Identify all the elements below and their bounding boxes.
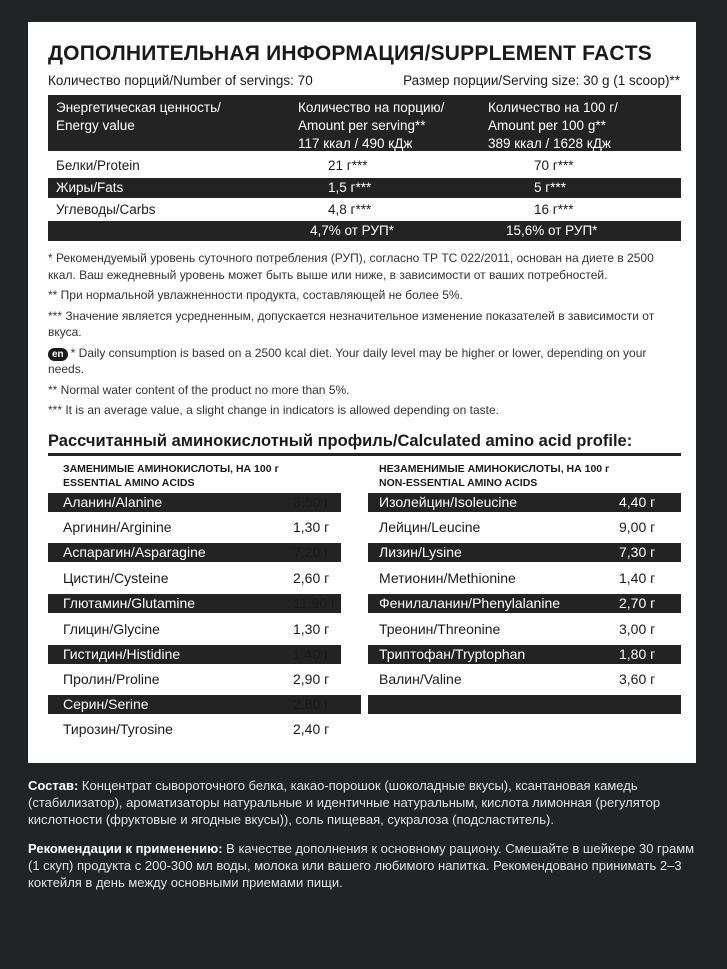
supplement-facts-panel — [28, 22, 696, 763]
amino-table-header — [48, 453, 681, 494]
recommendations-label: Рекомендации к применению: — [28, 841, 223, 856]
nutrition-row-rup: 4,7% от РУП* 15,6% от РУП* — [48, 221, 681, 241]
amino-row: Аспарагин/Asparagine 7,20 г Лизин/Lysine 7,30 г — [48, 542, 681, 563]
footnote-ru-2: ** При нормальной увлажненности продукта, составляющей не более 5%. — [48, 288, 463, 302]
per-serving-heading: Количество на порцию/ Amount per serving** 117 ккал / 490 кДж — [298, 100, 445, 151]
footnote-en-1: en * Daily consumption is based on a 2500 kcal diet. Your daily level may be higher or lower, depending on your needs. — [48, 345, 647, 376]
row-highlight-bar — [368, 695, 681, 714]
amino-row: Серин/Serine 2,80 г — [48, 694, 681, 715]
composition-label: Состав: — [28, 778, 79, 793]
footnote-en-2: ** Normal water content of the product no more than 5%. — [48, 382, 350, 397]
amino-row: Гистидин/Histidine 1,40 г Триптофан/Tryptophan 1,80 г — [48, 644, 681, 665]
essential-amino-heading: ЗАМЕНИМЫЕ АМИНОКИСЛОТЫ, НА 100 г ESSENTIAL AMINO ACIDS — [63, 463, 279, 489]
nutrition-row-fats: Жиры/Fats 1,5 г*** 5 г*** — [48, 178, 681, 198]
nutrition-row-protein: Белки/Protein 21 г*** 70 г*** — [56, 158, 574, 173]
amino-row: Глютамин/Glutamine 11,90 г Фенилаланин/Phenylalanine 2,70 г — [48, 593, 681, 614]
usage-recommendations: Рекомендации к применению: В качестве дополнения к основному рациону. Смешайте в шейкере 30 грамм (1 скуп) продукта с 200-300 мл воды, молока или вашего любимого напитка. Рекомендовано принимать 2–3 коктейля в день между основными приемами пищи. — [28, 841, 695, 890]
non-essential-amino-heading: НЕЗАМЕНИМЫЕ АМИНОКИСЛОТЫ, НА 100 г NON-ESSENTIAL AMINO ACIDS — [379, 463, 610, 489]
footnote-ru-3: *** Значение является усредненным, допускается незначительное изменение показателей в зависимости от вкуса. — [48, 308, 655, 339]
amino-row: Глицин/Glycine 1,30 г Треонин/Threonine 3,00 г — [63, 621, 656, 637]
footnote-en-3: *** It is an average value, a slight change in indicators is allowed depending on taste. — [48, 403, 499, 417]
page-title: ДОПОЛНИТЕЛЬНАЯ ИНФОРМАЦИЯ/SUPPLEMENT FACTS — [48, 42, 652, 65]
amino-profile-title: Рассчитанный аминокислотный профиль/Calculated amino acid profile: — [48, 432, 633, 450]
per-100g-heading: Количество на 100 г/ Amount per 100 g** 389 ккал / 1628 кДж — [488, 100, 618, 151]
product-description — [28, 777, 700, 903]
english-language-badge: en — [48, 348, 68, 361]
amino-row: Аргинин/Arginine 1,30 г Лейцин/Leucine 9,00 г — [63, 519, 656, 535]
nutrition-header — [48, 95, 681, 151]
amino-row: Пролин/Proline 2,90 г Валин/Valine 3,60 г — [63, 671, 656, 687]
footnotes — [48, 250, 683, 423]
footnote-ru-1: * Рекомендуемый уровень суточного потребления (РУП), согласно ТР ТС 022/2011, основан на диете в 2500 ккал. Ваш ежедневный уровень может быть выше или ниже, в зависимости от ваших потребностей. — [48, 251, 654, 282]
energy-value-heading: Энергетическая ценность/ Energy value — [56, 100, 221, 133]
amino-row: Тирозин/Tyrosine 2,40 г — [63, 721, 330, 737]
composition: Состав: Концентрат сывороточного белка, какао-порошок (шоколадные вкусы), ксантановая камедь (стабилизатор), ароматизаторы натуральные и идентичные натуральным, кислота лимонная (регулятор кислотности (фруктовые и ягодные вкусы)), соль пищевая, сукралоза (подсластитель). — [28, 778, 661, 827]
amino-row: Цистин/Cysteine 2,60 г Метионин/Methionine 1,40 г — [63, 570, 656, 586]
serving-size: Размер порции/Serving size: 30 g (1 scoop)** — [403, 73, 680, 88]
nutrition-row-carbs: Углеводы/Carbs 4,8 г*** 16 г*** — [56, 202, 574, 217]
servings-count: Количество порций/Number of servings: 70 — [48, 73, 313, 88]
amino-row: Аланин/Alanine 3,50 г Изолейцин/Isoleucine 4,40 г — [48, 492, 681, 513]
